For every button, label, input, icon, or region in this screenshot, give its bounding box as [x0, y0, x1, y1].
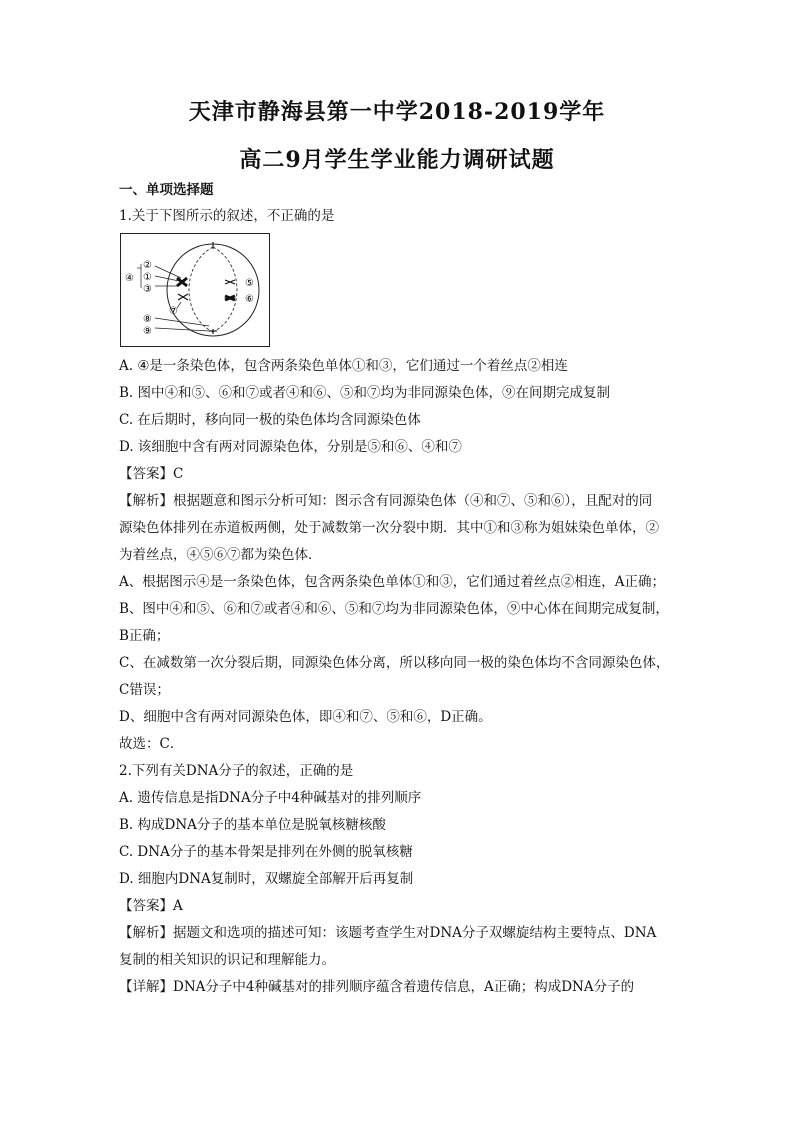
cell-division-figure [120, 233, 270, 347]
q1-option-c: C. 在后期时，移向同一极的染色体均含同源染色体 [119, 412, 421, 428]
q2-analysis-line: 复制的相关知识的识记和理解能力。 [119, 952, 335, 968]
q1-analysis-line: 源染色体排列在赤道板两侧，处于减数第一次分裂中期．其中①和③称为姐妹染色单体，② [119, 520, 659, 536]
q2-stem: 2.下列有关DNA分子的叙述，正确的是 [119, 763, 354, 779]
q2-option-a: A. 遗传信息是指DNA分子中4种碱基对的排列顺序 [119, 790, 422, 806]
label-6: ⑥ [245, 294, 254, 305]
label-1: ① [143, 272, 152, 283]
q1-analysis-line: B、图中④和⑤、⑥和⑦或者④和⑥、⑤和⑦均为非同源染色体，⑨中心体在间期完成复制， [119, 601, 669, 617]
q2-option-c: C. DNA分子的基本骨架是排列在外侧的脱氧核糖 [119, 844, 413, 860]
q1-answer: 【答案】C [119, 466, 184, 482]
q1-option-d: D. 该细胞中含有两对同源染色体，分别是⑤和⑥、④和⑦ [119, 439, 462, 455]
page-title-line2: 高二9月学生学业能力调研试题 [239, 147, 555, 173]
page-title-line1: 天津市静海县第一中学2018-2019学年 [188, 99, 606, 125]
q1-analysis-line: B正确； [119, 628, 170, 644]
label-8: ⑧ [143, 314, 152, 325]
label-9: ⑨ [143, 326, 152, 337]
label-2: ② [143, 260, 152, 271]
cell-diagram-svg [121, 234, 269, 346]
q1-analysis-line: C、在减数第一次分裂后期，同源染色体分离，所以移向同一极的染色体均不含同源染色体， [119, 655, 670, 671]
label-4: ④ [125, 273, 134, 284]
q2-detail: 【详解】DNA分子中4种碱基对的排列顺序蕴含着遗传信息，A正确；构成DNA分子的 [119, 979, 635, 995]
spindle-right [213, 247, 237, 332]
q1-analysis-line: 【解析】根据题意和图示分析可知：图示含有同源染色体（④和⑦、⑤和⑥），且配对的同 [119, 493, 653, 509]
cell-membrane [167, 244, 259, 336]
q2-analysis-line: 【解析】据题文和选项的描述可知：该题考查学生对DNA分子双螺旋结构主要特点、DNA [119, 925, 657, 941]
q2-option-d: D. 细胞内DNA复制时，双螺旋全部解开后再复制 [119, 871, 414, 887]
q1-analysis-line: 为着丝点，④⑤⑥⑦都为染色体． [119, 547, 322, 563]
q1-analysis-line: D、细胞中含有两对同源染色体，即④和⑦、⑤和⑥，D正确。 [119, 709, 492, 725]
chromosome-4 [177, 278, 187, 286]
q1-stem: 1.关于下图所示的叙述，不正确的是 [119, 208, 335, 224]
q1-option-a: A. ④是一条染色体，包含两条染色单体①和③，它们通过一个着丝点②相连 [119, 358, 568, 374]
q2-option-b: B. 构成DNA分子的基本单位是脱氧核糖核酸 [119, 817, 386, 833]
q1-analysis-line: A、根据图示④是一条染色体，包含两条染色单体①和③，它们通过着丝点②相连，A正确； [119, 574, 665, 590]
q1-option-b: B. 图中④和⑤、⑥和⑦或者④和⑥、⑤和⑦均为非同源染色体，⑨在间期完成复制 [119, 385, 611, 401]
label-5: ⑤ [245, 278, 254, 289]
label-7: ⑦ [169, 306, 178, 317]
q1-analysis-line: C错误； [119, 682, 170, 698]
spindle-left [189, 247, 213, 332]
chromosome-7 [178, 294, 188, 300]
section-heading: 一、单项选择题 [119, 182, 214, 198]
chromosome-6 [225, 296, 235, 300]
q1-analysis-line: 故选：C． [119, 736, 184, 752]
q2-answer: 【答案】A [119, 898, 183, 914]
chromosome-5 [225, 280, 235, 284]
label-3: ③ [143, 284, 152, 295]
